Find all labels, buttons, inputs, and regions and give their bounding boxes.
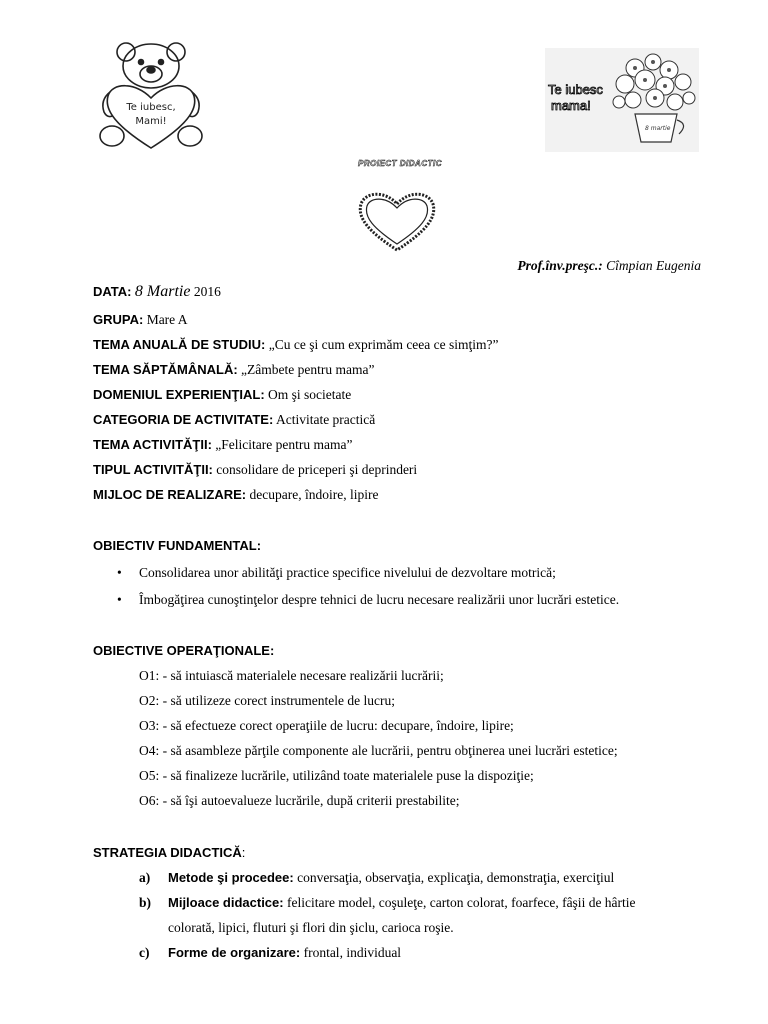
card-text-line2: mama!	[551, 98, 591, 113]
field-grupa-label: GRUPA:	[93, 312, 144, 327]
field-categoria-value: Activitate practică	[275, 412, 376, 427]
bear-text-line1: Te iubesc,	[126, 102, 176, 113]
bullet-icon: •	[117, 565, 122, 580]
field-tema-activitatii-label: TEMA ACTIVITĂŢII:	[93, 437, 212, 452]
field-tema-saptamanala	[93, 362, 374, 378]
strategia-letter: c)	[139, 945, 150, 960]
obiectiv-operational-item: O4: - să asambleze părţile componente ale lucrării, pentru obţinerea unei lucrări estetice;	[139, 743, 618, 758]
field-tema-anuala	[93, 337, 499, 353]
field-data-date: 8 Martie	[134, 283, 191, 300]
field-tema-anuala-label: TEMA ANUALĂ DE STUDIU:	[93, 337, 266, 352]
field-domeniul-label: DOMENIUL EXPERIENŢIAL:	[93, 387, 265, 402]
strategia-item-mijloace-cont: colorată, lipici, fluturi şi flori din şiclu, carioca roşie.	[168, 920, 454, 935]
field-tema-anuala-value: „Cu ce şi cum exprimăm ceea ce simţim?”	[268, 337, 499, 352]
obiectiv-operational-item: O1: - să intuiască materialele necesare realizării lucrării;	[139, 668, 444, 683]
field-mijloc-label: MIJLOC DE REALIZARE:	[93, 487, 247, 502]
obiectiv-operational-item: O2: - să utilizeze corect instrumentele de lucru;	[139, 693, 396, 708]
field-grupa	[93, 312, 188, 328]
strategia-item-metode	[168, 870, 614, 886]
strategia-heading	[93, 845, 245, 860]
flower-bouquet-card-image	[545, 48, 699, 152]
obiective-operationale-heading: OBIECTIVE OPERAŢIONALE:	[93, 643, 275, 658]
obiectiv-fundamental-heading: OBIECTIV FUNDAMENTAL:	[93, 538, 262, 553]
project-title: PROIECT DIDACTIC	[358, 159, 442, 168]
strategia-heading-colon: :	[241, 845, 246, 860]
strategia-item-label: Mijloace didactice:	[168, 895, 284, 910]
obiectiv-fundamental-item: Consolidarea unor abilităţi practice specifice nivelului de dezvoltare motrică;	[139, 565, 556, 580]
strategia-item-value: conversaţia, observaţia, explicaţia, demonstraţia, exerciţiul	[297, 870, 615, 885]
field-tipul	[93, 462, 417, 478]
bullet-icon: •	[117, 592, 122, 607]
field-tema-activitatii-value: „Felicitare pentru mama”	[215, 437, 353, 452]
strategia-letter: a)	[139, 870, 151, 885]
strategia-item-mijloace	[168, 895, 636, 911]
obiectiv-operational-item: O5: - să finalizeze lucrările, utilizând toate materialele puse la dispoziţie;	[139, 768, 534, 783]
strategia-item-forme	[168, 945, 401, 961]
obiectiv-operational-item: O6: - să îşi autoevalueze lucrările, după criterii prestabilite;	[139, 793, 460, 808]
field-data	[93, 283, 221, 301]
field-categoria	[93, 412, 375, 428]
field-mijloc	[93, 487, 378, 503]
strategia-item-label: Metode şi procedee:	[168, 870, 294, 885]
strategia-letter: b)	[139, 895, 152, 910]
field-grupa-value: Mare A	[146, 312, 188, 327]
field-categoria-label: CATEGORIA DE ACTIVITATE:	[93, 412, 274, 427]
field-data-label: DATA:	[93, 284, 132, 299]
strategia-heading-text: STRATEGIA DIDACTICĂ	[93, 845, 242, 860]
bear-text-line2: Mami!	[135, 116, 167, 127]
field-mijloc-value: decupare, îndoire, lipire	[249, 487, 379, 502]
field-tema-saptamanala-value: „Zâmbete pentru mama”	[241, 362, 375, 377]
field-tema-activitatii	[93, 437, 352, 453]
card-text-line1: Te iubesc	[548, 82, 603, 97]
field-data-year: 2016	[193, 284, 221, 299]
author-line	[517, 258, 701, 274]
field-tipul-label: TIPUL ACTIVITĂŢII:	[93, 462, 213, 477]
obiectiv-operational-item: O3: - să efectueze corect operaţiile de lucru: decupare, îndoire, lipire;	[139, 718, 514, 733]
obiectiv-fundamental-item: Îmbogăţirea cunoştinţelor despre tehnici de lucru necesare realizării unor lucrări estetice.	[139, 592, 620, 607]
card-date: 8 martie	[645, 125, 671, 132]
field-domeniul	[93, 387, 351, 403]
heart-frame-image	[355, 188, 439, 254]
field-tema-saptamanala-label: TEMA SĂPTĂMÂNALĂ:	[93, 362, 238, 377]
teddy-bear-heart-image	[96, 40, 206, 152]
strategia-item-value: frontal, individual	[303, 945, 402, 960]
field-domeniul-value: Om şi societate	[268, 387, 352, 402]
author-label: Prof.înv.preşc.:	[517, 258, 603, 273]
strategia-item-label: Forme de organizare:	[168, 945, 301, 960]
strategia-item-value: felicitare model, coşuleţe, carton colorat, foarfece, fâşii de hârtie	[286, 895, 636, 910]
author-name: Cîmpian Eugenia	[606, 258, 701, 273]
field-tipul-value: consolidare de priceperi şi deprinderi	[216, 462, 418, 477]
